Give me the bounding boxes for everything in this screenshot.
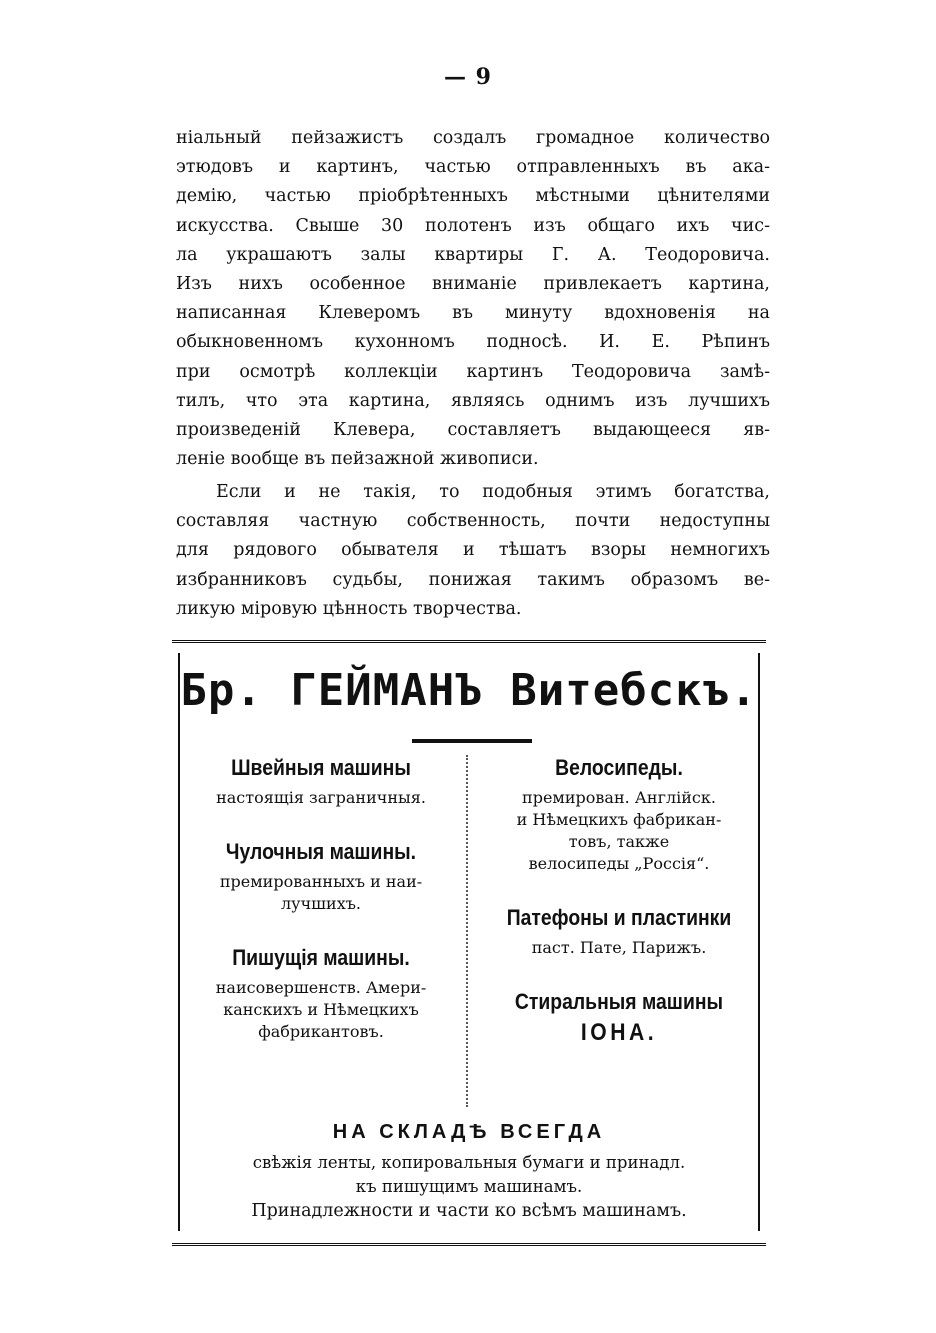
ad-item-desc: премированныхъ и наи- лучшихъ. [219, 872, 423, 913]
ad-item [480, 989, 758, 1047]
text-line: для рядового обывателя и тѣшатъ взоры немногихъ [176, 540, 770, 561]
text-line: при осмотрѣ коллекціи картинъ Теодоровича замѣ- [176, 361, 770, 382]
ad-item-title: Стиральныя машины [514, 989, 724, 1014]
header-rule [412, 739, 532, 743]
stock-line: свѣжія ленты, копировальныя бумаги и принадл. [252, 1153, 686, 1172]
text-line: избранниковъ судьбы, понижая такимъ образомъ ве- [176, 569, 770, 590]
ad-item-desc: паст. Пате, Парижъ. [531, 938, 707, 957]
text-line: ликую міровую цѣнность творчества. [176, 598, 522, 619]
ad-item-title: Пишущія машины. [232, 945, 410, 970]
text-line: обыкновенномъ кухонномъ подносѣ. И. Е. Рѣпинъ [176, 332, 770, 353]
ad-item-title: Велосипеды. [555, 755, 683, 780]
text-line: ла украшаютъ залы квартиры Г. А. Теодоровича. [176, 244, 770, 265]
paragraph-2 [176, 478, 770, 624]
text-line: составляя частную собственность, почти недоступны [176, 511, 770, 532]
stock-line: Принадлежности и части ко всѣмъ машинамъ. [251, 1201, 687, 1221]
text-line: этюдовъ и картинъ, частью отправленныхъ въ ака- [176, 157, 770, 178]
advertisement-frame [178, 653, 760, 1231]
stock-lines [180, 1151, 758, 1223]
stock-title: НА СКЛАДѢ ВСЕГДА [332, 1121, 606, 1143]
text-line: демію, частью пріобрѣтенныхъ мѣстными цѣнителями [176, 186, 770, 207]
ad-item-desc: настоящія заграничныя. [216, 788, 426, 807]
page-number: — 9 [444, 64, 492, 90]
text-line: леніе вообще въ пейзажной живописи. [176, 449, 539, 470]
text-line: искусства. Свыше 30 полотенъ изъ общаго ихъ чис- [176, 215, 770, 236]
stock-line: къ пишущимъ машинамъ. [355, 1177, 583, 1196]
ad-item-desc: наисовершенств. Амери- канскихъ и Нѣмецкихъ фабрикантовъ. [215, 978, 427, 1041]
ad-item [480, 755, 758, 875]
text-line: тилъ, что эта картина, являясь однимъ изъ лучшихъ [176, 390, 770, 411]
ad-item [480, 905, 758, 959]
paragraph-1 [176, 124, 770, 474]
ad-item-desc: премирован. Англійск. и Нѣмецкихъ фабрикан- товъ, также велосипеды „Россія“. [516, 788, 722, 873]
ad-left-column [182, 755, 460, 1073]
text-line: ніальный пейзажистъ создалъ громадное количество [176, 128, 770, 148]
ad-item-brand: ІОНА. [580, 1019, 658, 1046]
ad-item [182, 839, 460, 915]
ad-right-column [480, 755, 758, 1077]
ad-header: Бр. ГЕЙМАНЪ Витебскъ. [180, 665, 758, 716]
ad-item-title: Патефоны и пластинки [506, 905, 732, 930]
text-line: Изъ нихъ особенное вниманіе привлекаетъ картина, [176, 274, 770, 295]
text-line: написанная Клеверомъ въ минуту вдохновенія на [176, 303, 770, 324]
text-line: произведеній Клевера, составляетъ выдающееся яв- [176, 420, 770, 441]
ad-item [182, 945, 460, 1043]
column-divider [466, 755, 468, 1107]
ad-item-title: Швейныя машины [231, 755, 411, 780]
ad-item [182, 755, 460, 809]
advertisement-box [172, 640, 766, 1246]
ad-item-title: Чулочныя машины. [225, 839, 417, 864]
text-line: Если и не такія, то подобныя этимъ богатства, [216, 482, 770, 502]
